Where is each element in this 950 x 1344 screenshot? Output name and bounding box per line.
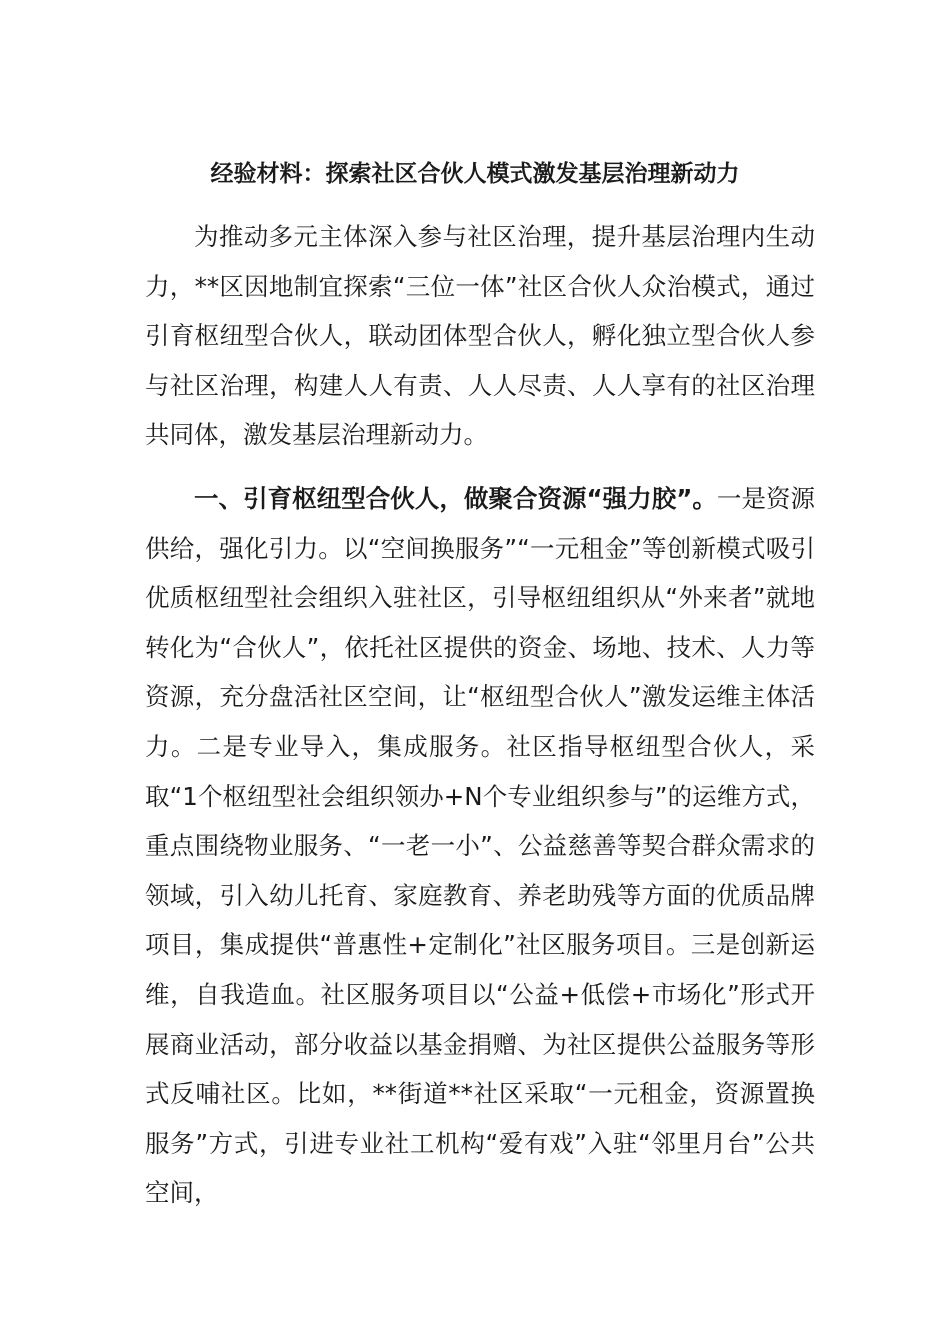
- paragraph-intro: [145, 212, 815, 460]
- paragraph-section-one: [145, 474, 815, 1218]
- section-one-text: 一是资源供给，强化引力。以“空间换服务”“一元租金”等创新模式吸引优质枢纽型社会组织入驻社区，引导枢纽组织从“外来者”就地转化为“合伙人”，依托社区提供的资金、场地、技术、人力等资源，充分盘活社区空间，让“枢纽型合伙人”激发运维主体活力。二是专业导入，集成服务。社区指导枢纽型合伙人，采取“1个枢纽型社会组织领办+N个专业组织参与”的运维方式，重点围绕物业服务、“一老一小”、公益慈善等契合群众需求的领域，引入幼儿托育、家庭教育、养老助残等方面的优质品牌项目，集成提供“普惠性+定制化”社区服务项目。三是创新运维，自我造血。社区服务项目以“公益+低偿+市场化”形式开展商业活动，部分收益以基金捐赠、为社区提供公益服务等形式反哺社区。比如，**街道**社区采取“一元租金，资源置换服务”方式，引进专业社工机构“爱有戏”入驻“邻里月台”公共空间，: [145, 484, 816, 1208]
- section-one-heading: 一、引育枢纽型合伙人，做聚合资源“强力胶”。: [194, 484, 717, 513]
- paragraph-intro-text: 为推动多元主体深入参与社区治理，提升基层治理内生动力，**区因地制宜探索“三位一体”社区合伙人众治模式，通过引育枢纽型合伙人，联动团体型合伙人，孵化独立型合伙人参与社区治理，构建人人有责、人人尽责、人人享有的社区治理共同体，激发基层治理新动力。: [145, 222, 815, 450]
- document-title: 经验材料：探索社区合伙人模式激发基层治理新动力: [210, 161, 740, 187]
